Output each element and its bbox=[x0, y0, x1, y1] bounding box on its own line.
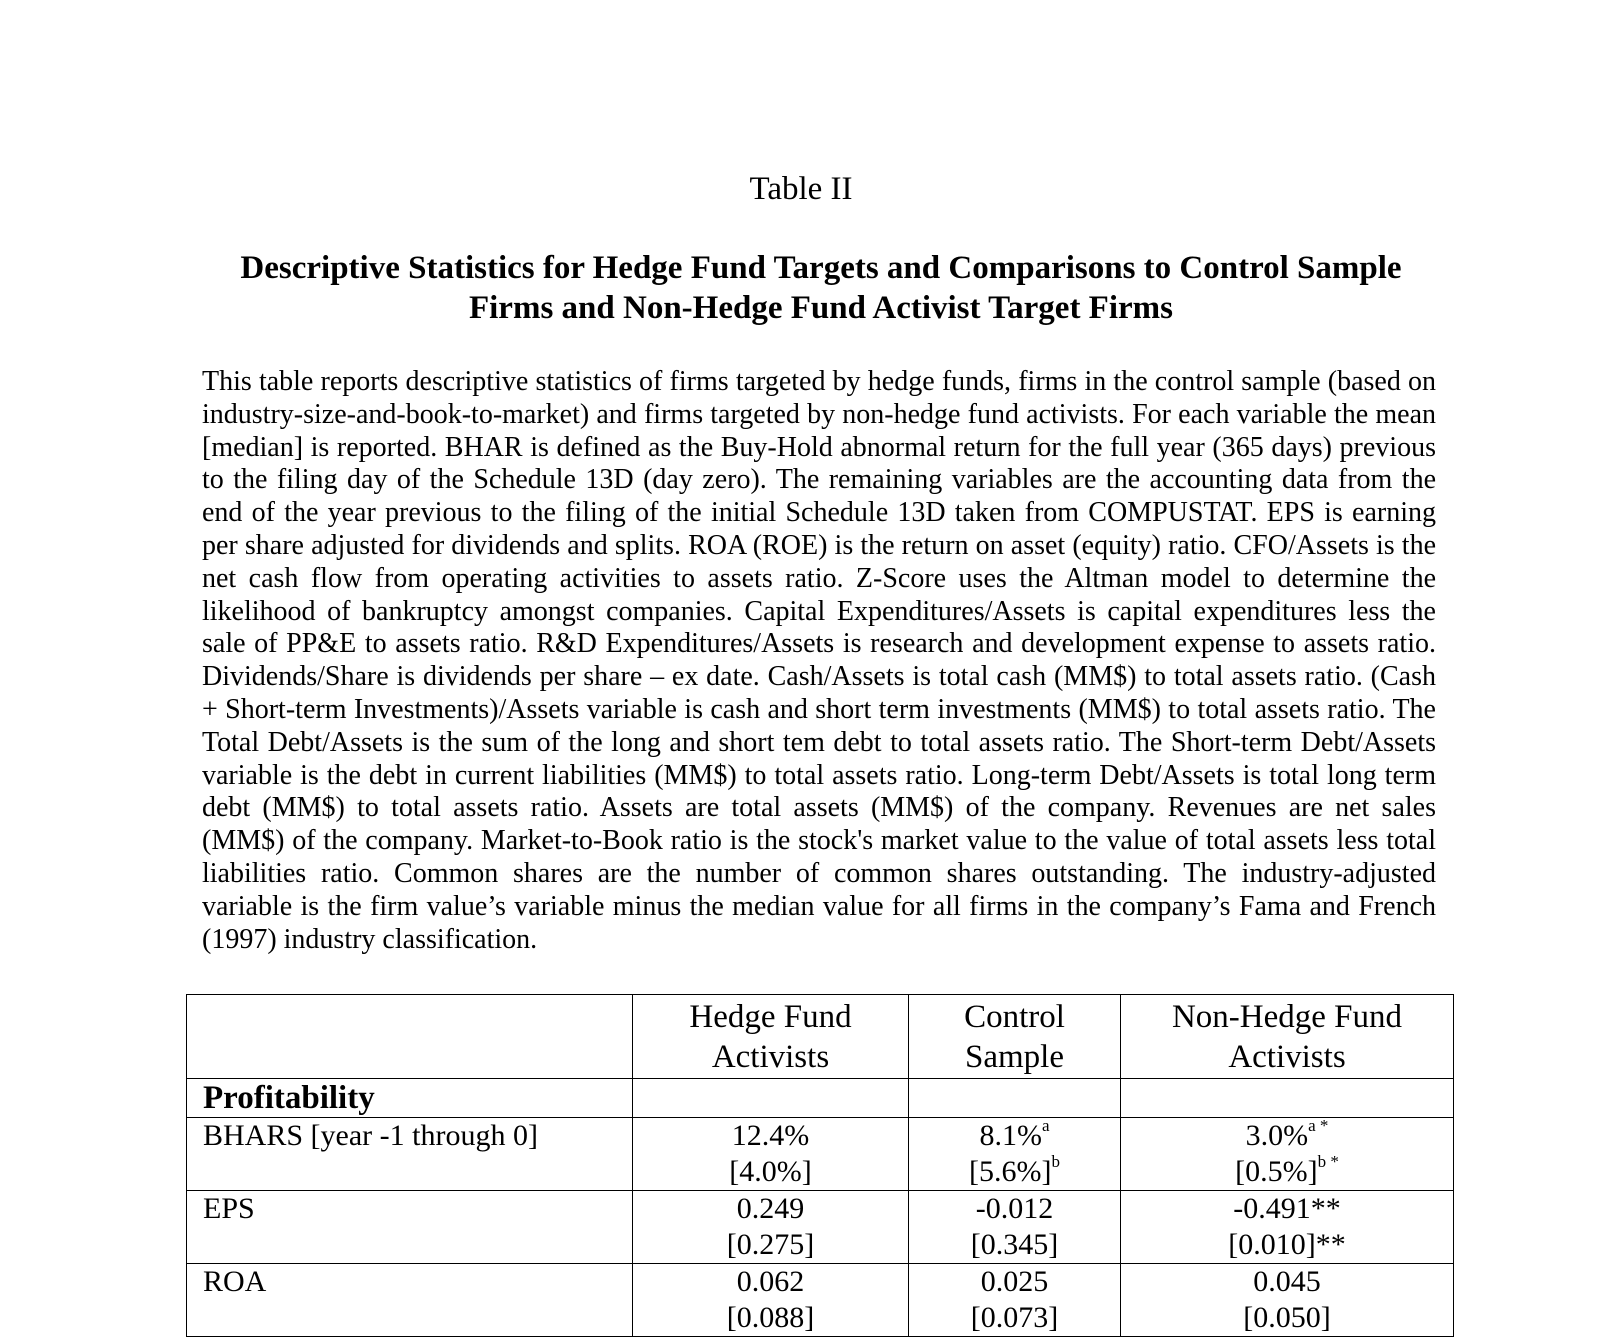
bhars-non-hedge-median: [0.5%] bbox=[1235, 1155, 1318, 1188]
eps-control-value bbox=[909, 1191, 1121, 1264]
bhars-control-mean: 8.1% bbox=[979, 1119, 1042, 1152]
bhars-non-hedge-mean: 3.0% bbox=[1245, 1119, 1309, 1152]
row-label-eps: EPS bbox=[187, 1191, 633, 1264]
table-title bbox=[180, 248, 1462, 328]
roa-non-hedge-mean: 0.045 bbox=[1253, 1265, 1321, 1298]
bhars-control-value bbox=[909, 1118, 1121, 1191]
bhars-control-mean-superscript: a bbox=[1041, 1116, 1050, 1135]
roa-hedge-fund-median: [0.088] bbox=[726, 1301, 815, 1334]
roa-control-value bbox=[909, 1264, 1121, 1337]
bhars-hedge-fund-median: [4.0%] bbox=[729, 1155, 812, 1188]
table-row-eps bbox=[187, 1191, 1454, 1264]
roa-control-median: [0.073] bbox=[970, 1301, 1059, 1334]
roa-non-hedge-value bbox=[1121, 1264, 1454, 1337]
section-row-profitability bbox=[187, 1079, 1454, 1118]
header-hedge-fund-activists: Hedge Fund Activists bbox=[633, 995, 909, 1079]
section-label-profitability: Profitability bbox=[187, 1079, 633, 1118]
roa-control-mean: 0.025 bbox=[980, 1265, 1049, 1298]
eps-hedge-fund-mean: 0.249 bbox=[736, 1192, 805, 1225]
descriptive-statistics-table bbox=[186, 994, 1454, 1337]
eps-hedge-fund-median: [0.275] bbox=[726, 1228, 815, 1261]
bhars-non-hedge-value bbox=[1121, 1118, 1454, 1191]
table-title-line-1: Descriptive Statistics for Hedge Fund Targets and Comparisons to Control Sample bbox=[240, 250, 1402, 286]
header-control-sample: Control Sample bbox=[909, 995, 1121, 1079]
eps-non-hedge-value bbox=[1121, 1191, 1454, 1264]
table-title-line-2: Firms and Non-Hedge Fund Activist Target Firms bbox=[468, 290, 1173, 326]
eps-non-hedge-mean: -0.491** bbox=[1233, 1192, 1341, 1225]
header-blank-cell bbox=[187, 995, 633, 1079]
section-empty-cell bbox=[909, 1079, 1121, 1118]
table-row-bhars bbox=[187, 1118, 1454, 1191]
table-label: Table II bbox=[749, 171, 853, 207]
bhars-non-hedge-median-superscript: b * bbox=[1317, 1152, 1339, 1171]
eps-non-hedge-median: [0.010]** bbox=[1228, 1228, 1346, 1261]
row-label-roa: ROA bbox=[187, 1264, 633, 1337]
section-empty-cell bbox=[633, 1079, 909, 1118]
eps-hedge-fund-value bbox=[633, 1191, 909, 1264]
roa-non-hedge-median: [0.050] bbox=[1243, 1301, 1331, 1334]
table-header-row bbox=[187, 995, 1454, 1079]
row-label-bhars: BHARS [year -1 through 0] bbox=[187, 1118, 633, 1191]
bhars-non-hedge-mean-superscript: a * bbox=[1308, 1116, 1329, 1135]
bhars-control-median: [5.6%] bbox=[969, 1155, 1052, 1188]
eps-control-mean: -0.012 bbox=[975, 1192, 1054, 1225]
roa-hedge-fund-mean: 0.062 bbox=[736, 1265, 805, 1298]
eps-control-median: [0.345] bbox=[970, 1228, 1059, 1261]
header-non-hedge-fund-activists: Non-Hedge Fund Activists bbox=[1121, 995, 1454, 1079]
bhars-hedge-fund-value bbox=[633, 1118, 909, 1191]
table-description: This table reports descriptive statistics of firms targeted by hedge funds, firms in the control sample (based on industry-size-and-book-to-market) and firms targeted by non-hedge fund activists. For each variable the mean [median] is reported. BHAR is defined as the Buy-Hold abnormal return for the full year (365 days) previous to the filing day of the Schedule 13D (day zero). The remaining variables are the accounting data from the end of the year previous to the filing of the initial Schedule 13D taken from COMPUSTAT. EPS is earning per share adjusted for dividends and splits. ROA (ROE) is the return on asset (equity) ratio. CFO/Assets is the net cash flow from operating activities to assets ratio. Z-Score uses the Altman model to determine the likelihood of bankruptcy amongst companies. Capital Expenditures/Assets is capital expenditures less the sale of PP&E to assets ratio. R&D Expenditures/Assets is research and development expense to assets ratio. Dividends/Share is dividends per share – ex date. Cash/Assets is total cash (MM$) to total assets ratio. (Cash + Short-term Investments)/Assets variable is cash and short term investments (MM$) to total assets ratio. The Total Debt/Assets is the sum of the long and short tem debt to total assets ratio. The Short-term Debt/Assets variable is the debt in current liabilities (MM$) to total assets ratio. Long-term Debt/Assets is total long term debt (MM$) to total assets ratio. Assets are total assets (MM$) of the company. Revenues are net sales (MM$) of the company. Market-to-Book ratio is the stock's market value to the value of total assets less total liabilities ratio. Common shares are the number of common shares outstanding. The industry-adjusted variable is the firm value’s variable minus the median value for all firms in the company’s Fama and French (1997) industry classification. bbox=[202, 366, 1436, 955]
bhars-control-median-superscript: b bbox=[1051, 1152, 1060, 1171]
bhars-hedge-fund-mean: 12.4% bbox=[731, 1119, 810, 1152]
table-row-roa bbox=[187, 1264, 1454, 1337]
roa-hedge-fund-value bbox=[633, 1264, 909, 1337]
section-empty-cell bbox=[1121, 1079, 1454, 1118]
